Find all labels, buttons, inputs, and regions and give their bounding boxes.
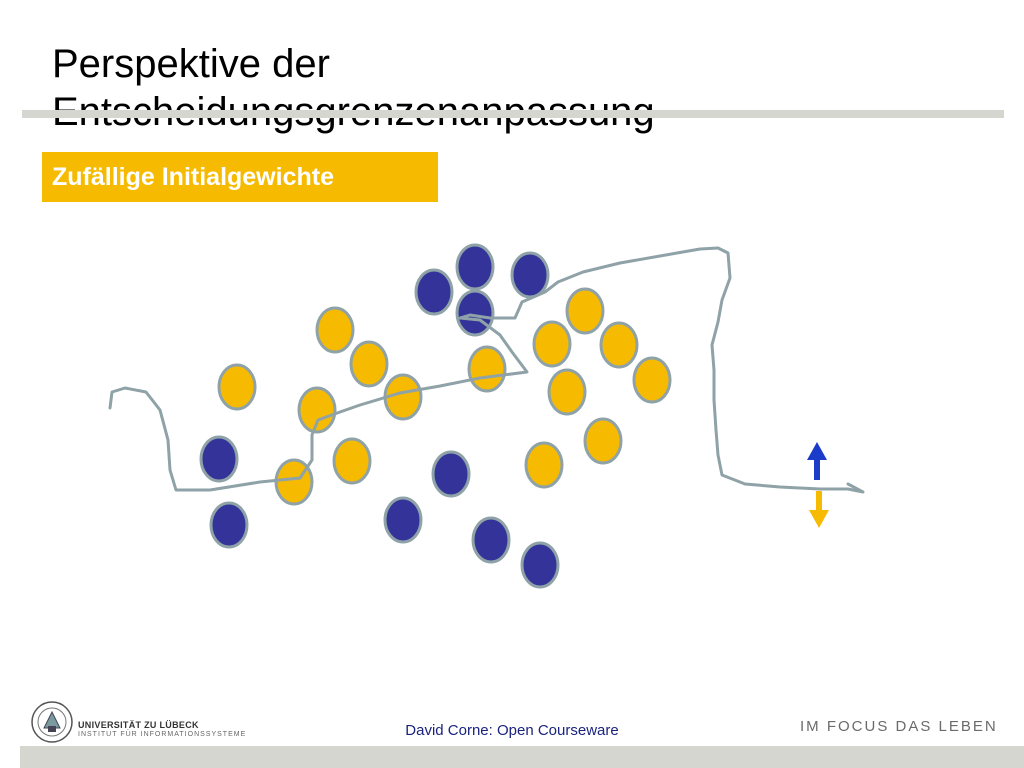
yellow-data-point: [334, 439, 370, 483]
yellow-data-point: [634, 358, 670, 402]
blue-data-point: [416, 270, 452, 314]
blue-data-point: [457, 245, 493, 289]
blue-data-point: [433, 452, 469, 496]
subtitle-label: Zufällige Initialgewichte: [42, 152, 438, 202]
blue-data-point: [201, 437, 237, 481]
yellow-data-point: [601, 323, 637, 367]
yellow-data-point: [567, 289, 603, 333]
footer-motto: IM FOCUS DAS LEBEN: [800, 718, 998, 735]
blue-data-point: [473, 518, 509, 562]
institute-label: INSTITUT FÜR INFORMATIONSSYSTEME: [78, 731, 247, 738]
blue-data-point: [512, 253, 548, 297]
yellow-data-point: [585, 419, 621, 463]
yellow-data-point: [526, 443, 562, 487]
yellow-data-point: [549, 370, 585, 414]
data-points: [201, 245, 670, 587]
footer-credit: David Corne: Open Courseware: [405, 722, 619, 739]
blue-data-point: [522, 543, 558, 587]
slide-title-line-1: Perspektive der: [52, 42, 330, 86]
yellow-data-point: [469, 347, 505, 391]
university-label: UNIVERSITÄT ZU LÜBECK: [78, 720, 199, 730]
blue-data-point: [457, 291, 493, 335]
blue-data-point: [385, 498, 421, 542]
arrow-up-icon: [807, 442, 827, 480]
yellow-data-point: [219, 365, 255, 409]
arrow-down-icon: [809, 491, 829, 528]
blue-data-point: [211, 503, 247, 547]
yellow-data-point: [534, 322, 570, 366]
yellow-data-point: [351, 342, 387, 386]
yellow-data-point: [317, 308, 353, 352]
footer-band: [20, 746, 1024, 768]
